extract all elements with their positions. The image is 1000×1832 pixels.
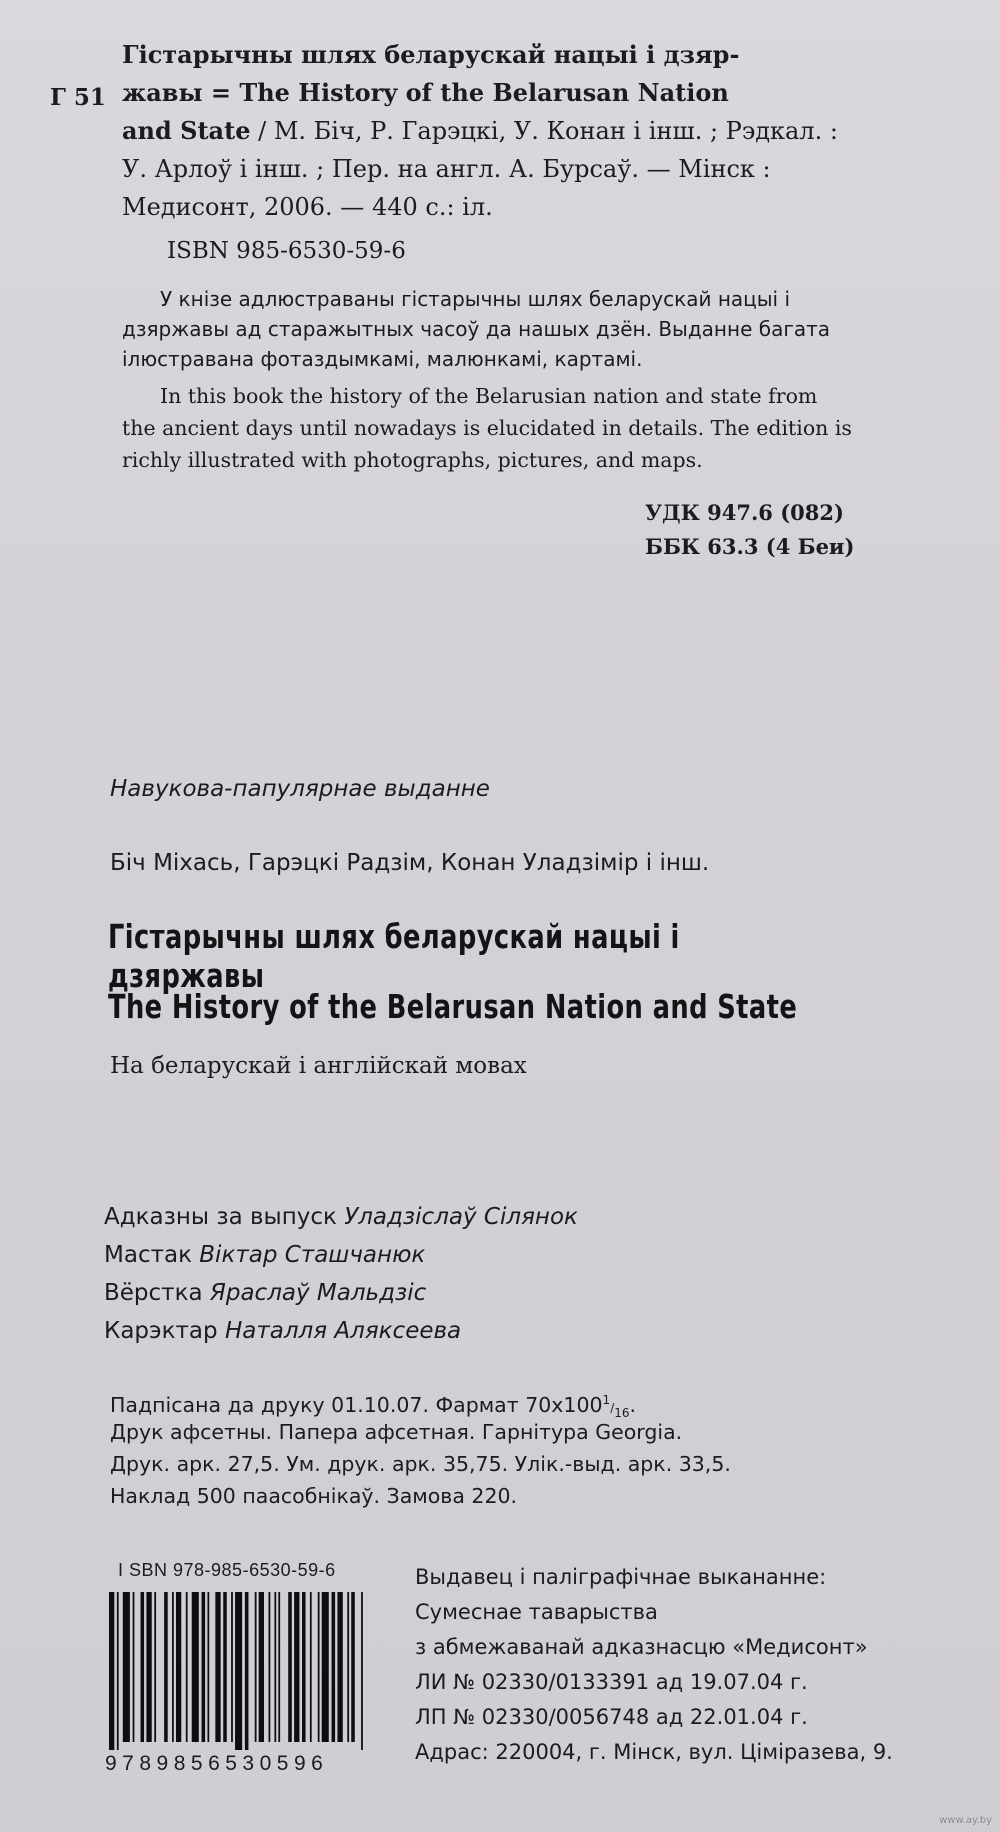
bbk-code: ББК 63.3 (4 Беи) bbox=[645, 534, 855, 559]
annotation-line: ілюстравана фотаздымкамі, малюнкамі, картамі. bbox=[122, 347, 643, 371]
isbn-top: ISBN 985-6530-59-6 bbox=[167, 238, 406, 264]
barcode-bar bbox=[337, 1592, 342, 1742]
barcode-bar bbox=[310, 1592, 312, 1742]
barcode-bar bbox=[223, 1592, 227, 1742]
barcode-bar bbox=[245, 1592, 249, 1750]
barcode-bar bbox=[117, 1592, 119, 1750]
languages-line: На беларускай і англійскай мовах bbox=[110, 1053, 527, 1079]
biblio-line bbox=[122, 112, 838, 150]
credit-name: Наталля Аляксеева bbox=[224, 1318, 462, 1344]
biblio-line bbox=[122, 36, 739, 74]
barcode-bar bbox=[207, 1592, 209, 1742]
annotation-line: the ancient days until nowadays is elucidated in details. The edition is bbox=[122, 416, 852, 440]
imprint-format: Падпісана да друку 01.10.07. Фармат 70х100 bbox=[110, 1392, 603, 1417]
barcode-bar bbox=[141, 1592, 145, 1742]
credit-role: Адказны за выпуск bbox=[104, 1204, 337, 1230]
barcode-image bbox=[107, 1592, 369, 1750]
annotation-line: У кнізе адлюстраваны гістарычны шлях беларускай нацыі і bbox=[160, 287, 791, 311]
annotation-line: richly illustrated with photographs, pictures, and maps. bbox=[122, 448, 703, 472]
credit-row bbox=[104, 1198, 578, 1236]
publisher-line: Адрас: 220004, г. Мінск, вул. Ціміразева, 9. bbox=[415, 1740, 893, 1764]
publisher-line: з абмежаванай адказнасцю «Медисонт» bbox=[415, 1635, 868, 1659]
barcode-bar bbox=[109, 1592, 114, 1750]
barcode-bar bbox=[294, 1592, 299, 1742]
biblio-text-part: Медисонт, 2006. — 440 с.: іл. bbox=[122, 193, 493, 221]
biblio-text-part: / М. Біч, Р. Гарэцкі, У. Конан і інш. ; Рэдкал. : bbox=[250, 117, 838, 145]
credit-name: Уладзіслаў Сілянок bbox=[344, 1204, 578, 1230]
authors-line: Біч Міхась, Гарэцкі Радзім, Конан Уладзімір і інш. bbox=[110, 850, 710, 876]
credit-role: Карэктар bbox=[104, 1318, 218, 1344]
credit-role: Мастак bbox=[104, 1242, 192, 1268]
barcode-bar bbox=[154, 1592, 156, 1742]
barcode-bar bbox=[215, 1592, 220, 1742]
barcode-bar bbox=[269, 1592, 271, 1742]
credit-row bbox=[104, 1312, 461, 1350]
title-belarusian: Гістарычны шлях беларускай нацыі і дзяржавы bbox=[108, 917, 680, 995]
biblio-title-part: and State bbox=[122, 116, 251, 145]
barcode-bar bbox=[351, 1592, 355, 1742]
format-fraction-numerator: 1 bbox=[602, 1393, 611, 1407]
watermark: www.ay.by bbox=[939, 1815, 992, 1826]
barcode-bar bbox=[146, 1592, 151, 1742]
imprint-line: Друк. арк. 27,5. Ум. друк. арк. 35,75. Улік.-выд. арк. 33,5. bbox=[110, 1452, 731, 1476]
barcode-bar bbox=[202, 1592, 206, 1742]
credit-role: Вёрстка bbox=[104, 1280, 203, 1306]
credit-row bbox=[104, 1274, 426, 1312]
imprint-line: Друк афсетны. Папера афсетная. Гарнітура Georgia. bbox=[110, 1420, 683, 1444]
credit-row bbox=[104, 1236, 425, 1274]
barcode-bar bbox=[347, 1592, 349, 1742]
barcode-bar bbox=[288, 1592, 292, 1742]
barcode-bar bbox=[123, 1592, 130, 1742]
barcode-bar bbox=[255, 1592, 257, 1742]
barcode-bar bbox=[186, 1592, 188, 1742]
publisher-line: Выдавец і паліграфічнае выкананне: bbox=[415, 1565, 827, 1589]
barcode-bar bbox=[318, 1592, 320, 1742]
barcode-digits: 9789856530596 bbox=[105, 1752, 329, 1775]
credit-name: Яраслаў Мальдзіс bbox=[209, 1280, 427, 1306]
udk-code: УДК 947.6 (082) bbox=[645, 500, 844, 525]
imprint-line: Падпісана да друку 01.10.07. Фармат $70х100^1/_{16}$. bbox=[110, 1392, 637, 1420]
barcode-bar bbox=[235, 1592, 242, 1750]
publisher-line: ЛИ № 02330/0133391 ад 19.07.04 г. bbox=[415, 1670, 808, 1694]
barcode-bar bbox=[133, 1592, 135, 1742]
barcode-bar bbox=[361, 1592, 363, 1750]
barcode-bar bbox=[278, 1592, 280, 1742]
format-fraction-denominator: 16 bbox=[614, 1405, 630, 1420]
biblio-line bbox=[122, 150, 771, 188]
publisher-line: ЛП № 02330/0056748 ад 22.01.04 г. bbox=[415, 1705, 808, 1729]
biblio-title-part: жавы = The History of the Belarusan Nation bbox=[122, 78, 729, 107]
barcode-bar bbox=[164, 1592, 168, 1742]
biblio-text-part: У. Арлоў і інш. ; Пер. на англ. А. Бурсаў. — Мінск : bbox=[122, 155, 771, 183]
barcode-bar bbox=[259, 1592, 264, 1742]
biblio-line bbox=[122, 74, 729, 112]
barcode-bar bbox=[332, 1592, 336, 1742]
barcode-isbn-label: I SBN 978-985-6530-59-6 bbox=[118, 1560, 336, 1580]
annotation-line: дзяржавы ад старажытных часоў да нашых дзён. Выданне багата bbox=[122, 317, 830, 341]
barcode-bar bbox=[274, 1592, 276, 1742]
barcode-bar bbox=[172, 1592, 174, 1742]
imprint-suffix: . bbox=[629, 1392, 637, 1417]
annotation-line: In this book the history of the Belarusian nation and state from bbox=[160, 384, 818, 408]
barcode-bar bbox=[176, 1592, 181, 1742]
genre-label: Навукова-папулярнае выданне bbox=[110, 776, 490, 802]
barcode-bar bbox=[302, 1592, 306, 1742]
imprint-line: Наклад 500 паасобнікаў. Замова 220. bbox=[110, 1484, 518, 1508]
publisher-line: Сумеснае таварыства bbox=[415, 1600, 658, 1624]
catalog-code: Г 51 bbox=[50, 84, 106, 111]
barcode-bar bbox=[192, 1592, 199, 1742]
barcode-bar bbox=[231, 1592, 233, 1742]
title-english: The History of the Belarusan Nation and State bbox=[108, 987, 798, 1026]
credit-name: Віктар Сташчанюк bbox=[199, 1242, 426, 1268]
biblio-line bbox=[122, 188, 493, 226]
biblio-title-part: Гістарычны шлях беларускай нацыі і дзяр- bbox=[122, 40, 740, 69]
barcode-bar bbox=[322, 1592, 329, 1742]
